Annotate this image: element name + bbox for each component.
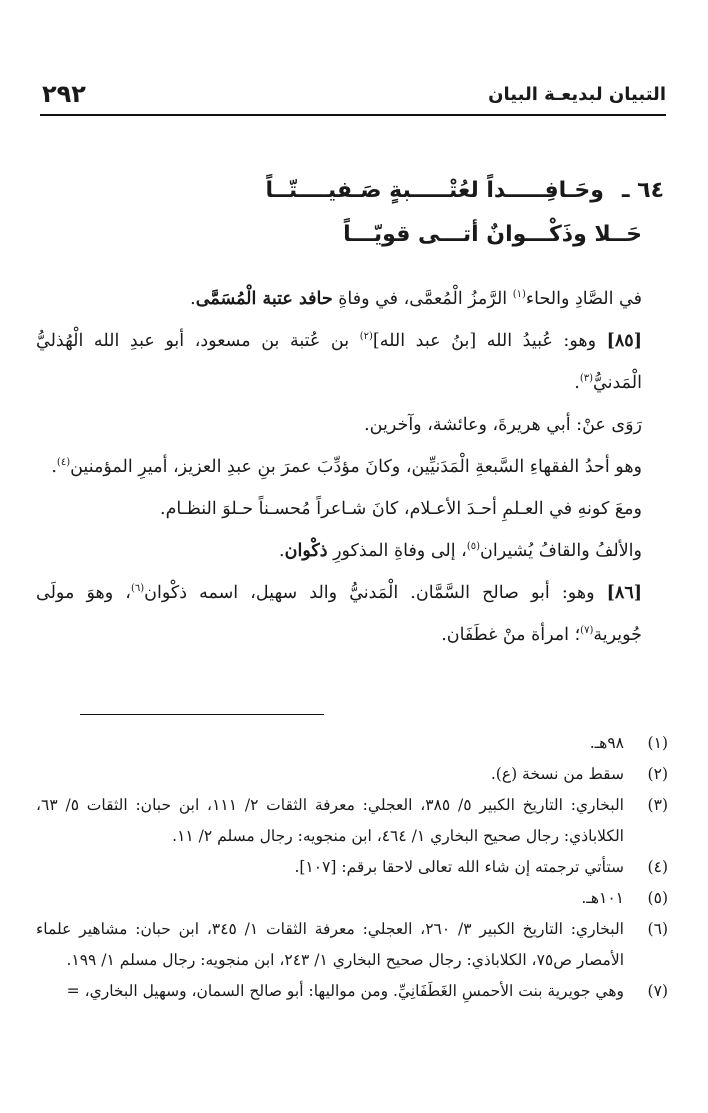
running-title: التبيان لبديعـة البيان — [488, 84, 666, 105]
footnote-separator — [80, 714, 324, 715]
footnote: (٦) البخاري: التاريخ الكبير ٣/ ٢٦٠، العجلي: معرفة الثقات ١/ ٣٤٥، ابن حبان: مشاهير علماء الأمصار ص٧٥، الكلاباذي: رجال صحيح البخاري ١/ ٢٤٣، ابن منجويه: رجال مسلم ١/ ١٩٩. — [36, 920, 668, 969]
paragraph-4: وهو أحدُ الفقهاءِ السَّبعةِ الْمَدَنيِّين، وكانَ مؤدِّبَ عمرَ بنِ عبدِ العزيز، أميرِ المؤمنين$^{(٤)}$. — [51, 457, 642, 477]
verse-line-1 — [40, 178, 664, 203]
footnote: (٣) البخاري: التاريخ الكبير ٥/ ٣٨٥، العجلي: معرفة الثقات ٢/ ١١١، ابن حبان: الثقات ٥/ ٦٣، الكلاباذي: رجال صحيح البخاري ١/ ٤٦٤، ابن منجويه: رجال مسلم ٢/ ١١. — [36, 796, 668, 845]
footnote: (٢) سقط من نسخة (ع). — [490, 765, 668, 783]
verse-line-2 — [40, 222, 642, 247]
paragraph-2: [٨٥] وهو: عُبيدُ الله [بنُ عبد الله]$^{(٢)}$ بن عُتبة بن مسعود، أبو عبدِ الله الْهُذليُّ الْمَدنيُّ$^{(٣)}$. — [36, 331, 642, 393]
verse-number: ٦٤ ـ — [621, 178, 664, 203]
footnote: (٥) ١٠١هـ. — [581, 889, 668, 907]
entry-number: [٨٥] — [606, 331, 642, 351]
paragraph-5: ومعَ كونهِ في العـلمِ أحـدَ الأعـلام، كانَ شـاعراً مُحسـناً حـلوَ النظـام. والألفُ والقافُ يُشيران$^{(٥)}$، إلى وفاةِ المذكورِ ذكْوان. — [160, 499, 642, 561]
verse-text-2: حَــلا وذَكْـــوانٌ أتـــى قويّـــاً — [343, 222, 642, 247]
page-header — [40, 80, 666, 116]
paragraph-3: رَوَى عنْ: أبي هريرةَ، وعائشة، وآخرين. — [364, 415, 642, 435]
paragraph-6: [٨٦] وهو: أبو صالح السَّمَّان. الْمَدنيُّ والد سهيل، اسمه ذكْوان$^{(٦)}$، وهوَ مولَى جُويرية$^{(٧)}$؛ امرأة منْ غطَفَان. — [36, 583, 643, 645]
page-number: ٢٩٢ — [42, 80, 86, 108]
paragraph-1: في الصَّادِ والحاء$^{(١)}$ الرَّمزُ الْمُعمَّى، في وفاةِ حافد عتبة الْمُسَمَّى. — [190, 289, 642, 309]
footnotes — [36, 728, 668, 1007]
footnote: (٧) وهي جويرية بنت الأحمسِ الغَطَفَانِيِّ. ومن مواليها: أبو صالح السمان، وسهيل البخاري، = — [66, 982, 668, 1000]
footnote: (١) ٩٨هـ. — [589, 734, 668, 752]
footnote: (٤) ستأتي ترجمته إن شاء الله تعالى لاحقا برقم: [١٠٧]. — [294, 858, 668, 876]
entry-number: [٨٦] — [606, 583, 643, 603]
body-text — [36, 278, 664, 656]
verse-text-1: وحَـافِـــــداً لعُتْـــــبةٍ صَـفيــــتّــاً — [265, 178, 604, 203]
